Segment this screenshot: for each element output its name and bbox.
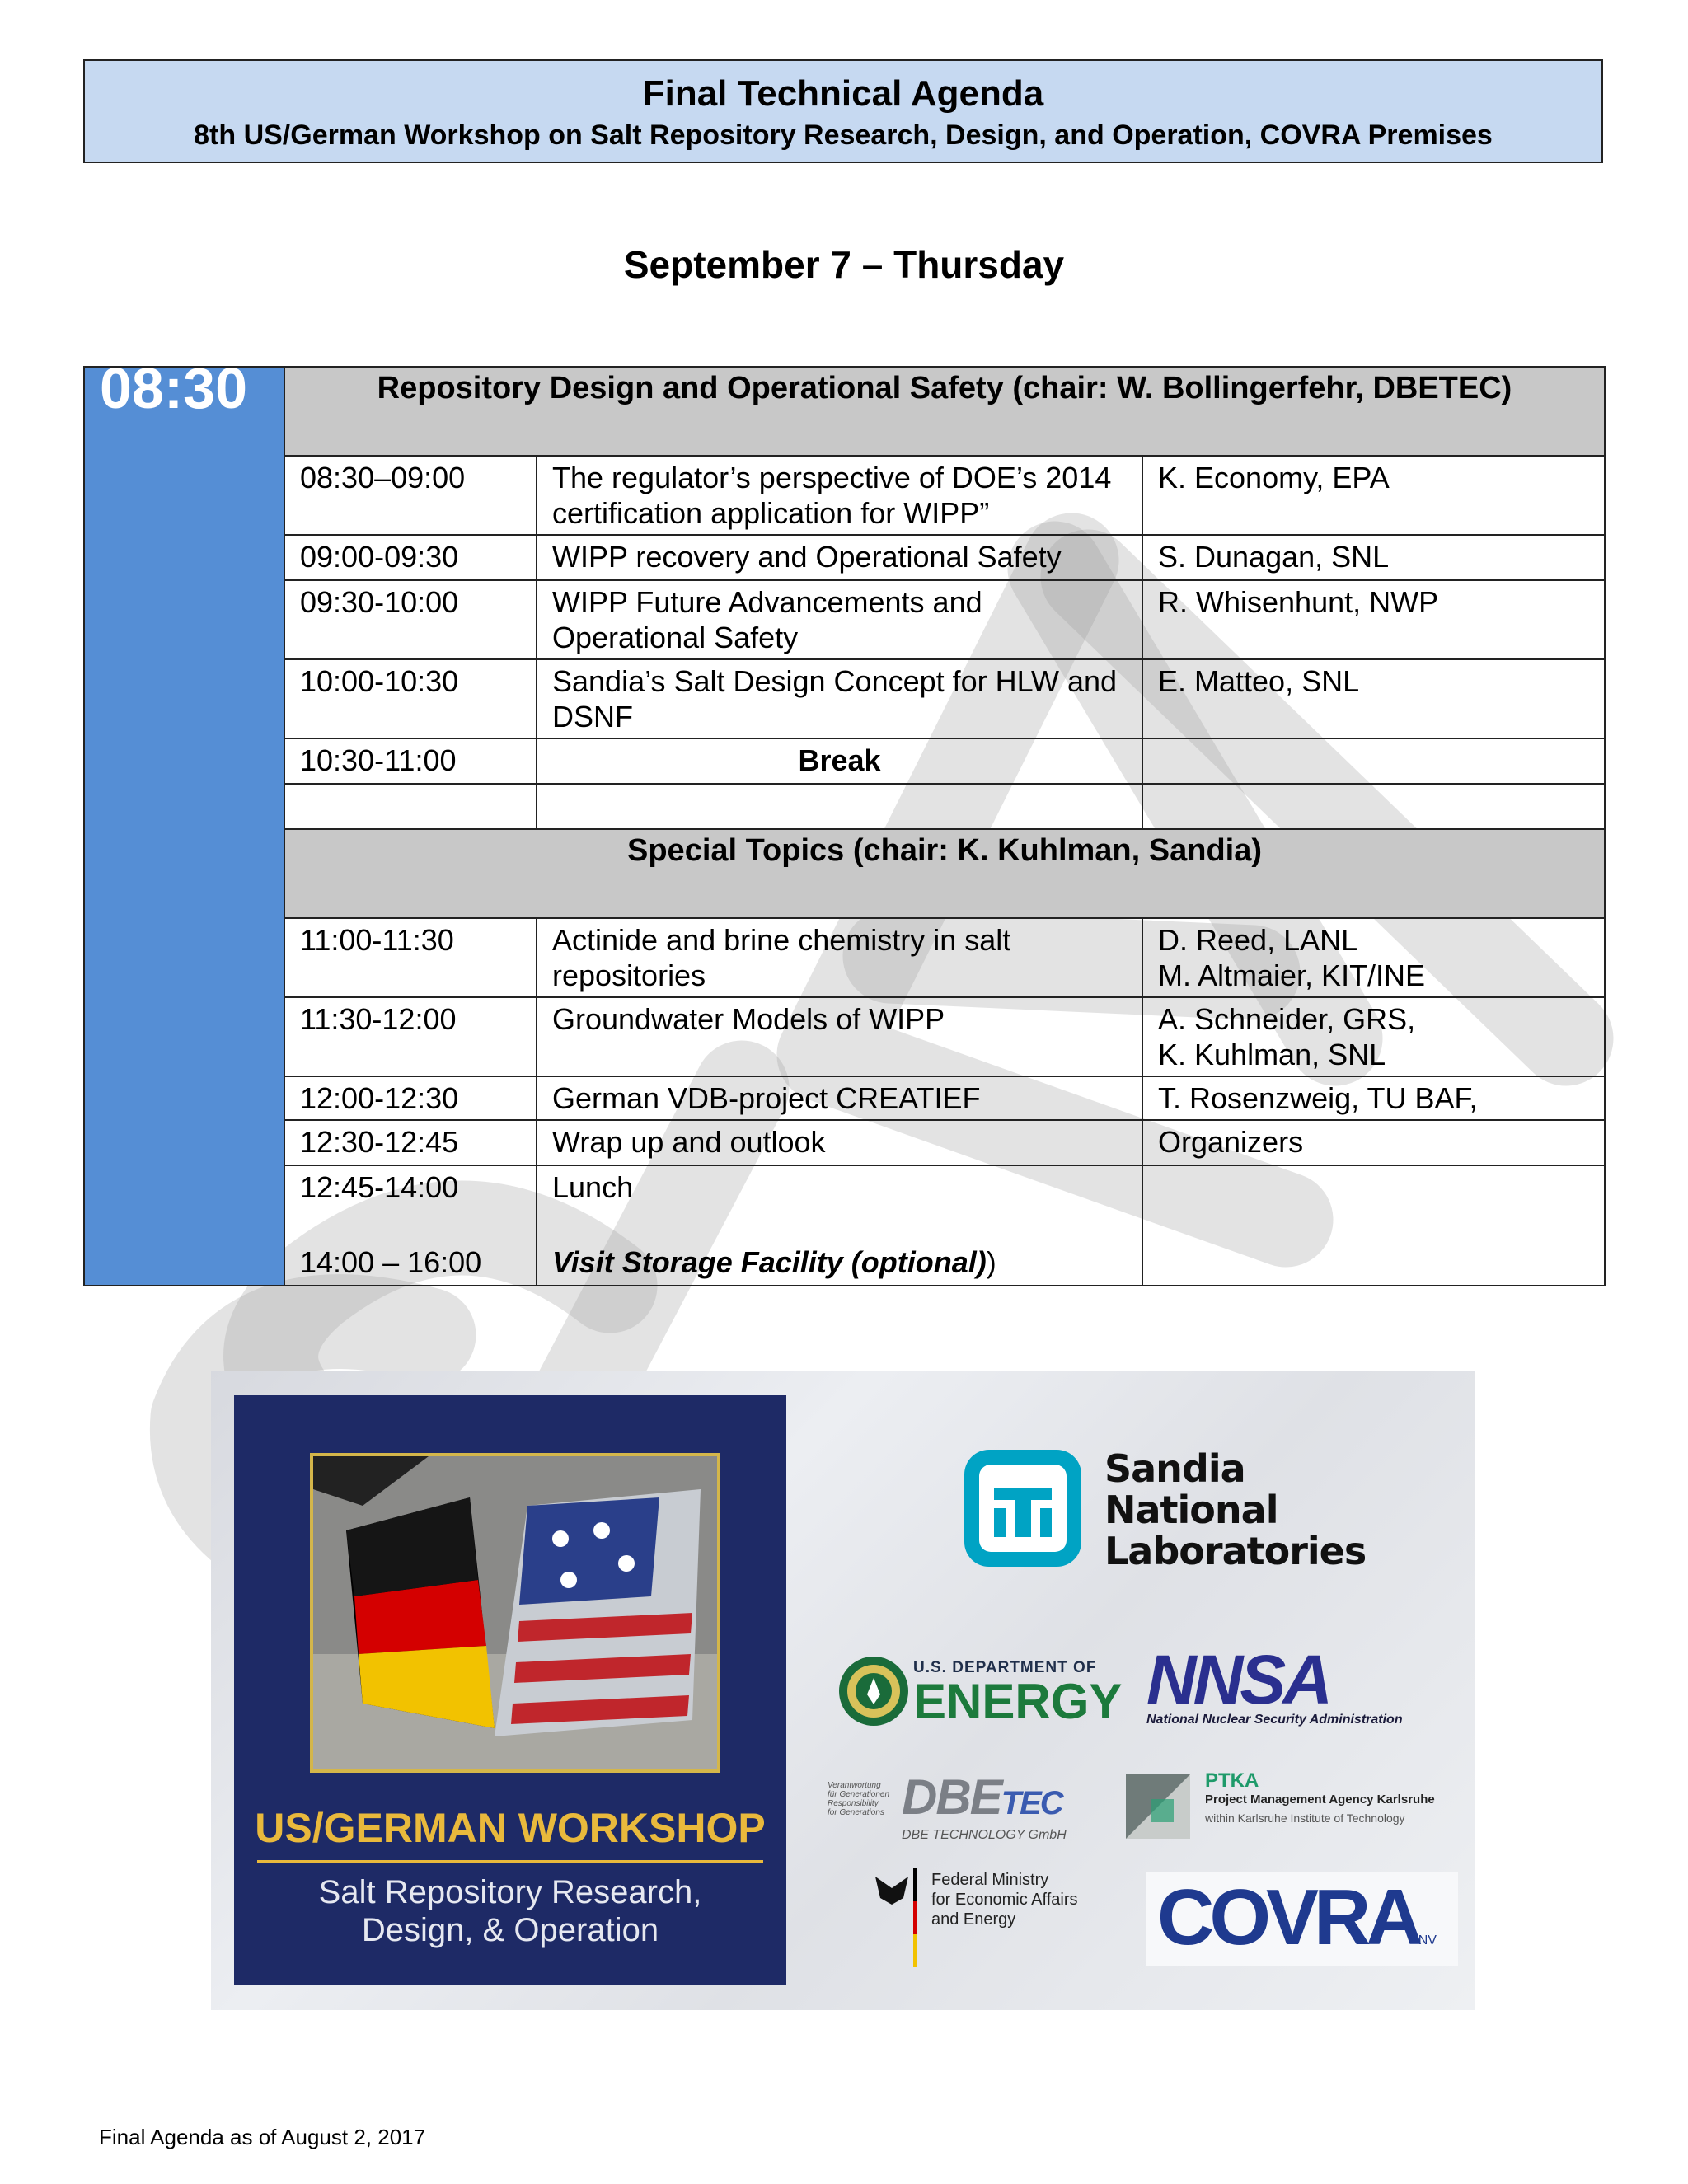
row-speaker: K. Economy, EPA — [1142, 456, 1605, 535]
visit-label — [552, 1244, 1127, 1280]
row-time: 09:30-10:00 — [284, 580, 537, 659]
flag-crystal-photo — [310, 1453, 720, 1773]
table-row — [84, 738, 1605, 784]
session-title: Special Topics (chair: K. Kuhlman, Sandia) — [284, 829, 1605, 918]
speaker-line: K. Kuhlman, SNL — [1158, 1038, 1386, 1071]
eagle-flag-icon — [867, 1868, 917, 1967]
workshop-sub-line-1: Salt Repository Research, — [318, 1874, 702, 1910]
doe-big-text: ENERGY — [913, 1674, 1123, 1729]
speaker-line: D. Reed, LANL — [1158, 923, 1358, 957]
session-title: Repository Design and Operational Safety (chair: W. Bollingerfehr, DBETEC) — [284, 367, 1605, 456]
table-row — [84, 580, 1605, 659]
ptka-big-text: PTKA — [1205, 1769, 1259, 1792]
row-topic: Wrap up and outlook — [537, 1120, 1142, 1165]
row-topic: WIPP Future Advancements and Operational Safety — [537, 580, 1142, 659]
dbe-tag-1: Verantwortung — [828, 1781, 881, 1790]
row-speaker: Organizers — [1142, 1120, 1605, 1165]
nnsa-big-text: NNSA — [1146, 1641, 1330, 1718]
row-time: 08:30–09:00 — [284, 456, 537, 535]
doe-logo — [837, 1655, 910, 1732]
workshop-subtitle-graphic — [234, 1873, 786, 1949]
tec-text: TEC — [1001, 1785, 1062, 1821]
agenda-table — [83, 356, 1606, 1286]
table-row — [84, 997, 1605, 1076]
row-time: 10:30-11:00 — [284, 738, 537, 784]
nnsa-logo — [1146, 1641, 1403, 1727]
dbe-tag-2: für Generationen — [828, 1790, 890, 1799]
flag-crystal-illustration — [313, 1456, 717, 1769]
agenda-title: Final Technical Agenda — [642, 73, 1044, 114]
day-title: September 7 – Thursday — [623, 243, 1065, 286]
covra-text: COVRA — [1157, 1873, 1418, 1961]
table-row — [84, 659, 1605, 738]
row-time: 11:30-12:00 — [284, 997, 537, 1076]
table-row — [84, 535, 1605, 580]
sandia-word-3: Laboratories — [1104, 1529, 1367, 1573]
visit-label-text: Visit Storage Facility (optional) — [552, 1245, 987, 1279]
bmwi-line-3: and Energy — [931, 1910, 1016, 1929]
sandia-wordmark — [1104, 1448, 1366, 1572]
row-topic: The regulator’s perspective of DOE’s 2014 certification application for WIPP” — [537, 456, 1142, 535]
sandia-word-1: Sandia — [1104, 1446, 1245, 1491]
visit-label-paren: ) — [986, 1245, 996, 1279]
empty-row — [84, 784, 1605, 829]
speaker-line: A. Schneider, GRS, — [1158, 1002, 1416, 1036]
row-speaker: R. Whisenhunt, NWP — [1142, 580, 1605, 659]
doe-small-text: U.S. DEPARTMENT OF — [913, 1659, 1097, 1676]
table-row — [84, 918, 1605, 997]
row-time: 12:30-12:45 — [284, 1120, 537, 1165]
dbe-tagline — [828, 1781, 889, 1817]
sandia-word-2: National — [1104, 1488, 1278, 1532]
break-label: Break — [537, 738, 1142, 784]
dbe-tag-3: Responsibility — [828, 1799, 879, 1808]
ptka-icon-box — [1126, 1774, 1190, 1843]
bmwi-line-1: Federal Ministry — [931, 1871, 1049, 1889]
row-topic: Sandia’s Salt Design Concept for HLW and DSNF — [537, 659, 1142, 738]
row-time: 10:00-10:30 — [284, 659, 537, 738]
row-time: 11:00-11:30 — [284, 918, 537, 997]
speaker-line: M. Altmaier, KIT/INE — [1158, 958, 1426, 992]
bmwi-logo — [867, 1868, 917, 1971]
row-speaker — [1142, 1165, 1605, 1286]
dbe-tag-4: for Generations — [828, 1808, 884, 1817]
workshop-subtitle: 8th US/German Workshop on Salt Repository Research, Design, and Operation, COVRA Premises — [194, 120, 1493, 151]
agenda-header — [83, 59, 1603, 163]
row-time — [284, 1165, 537, 1286]
row-time: 12:00-12:30 — [284, 1076, 537, 1120]
row-topic: WIPP recovery and Operational Safety — [537, 535, 1142, 580]
table-row — [84, 1120, 1605, 1165]
row-time: 09:00-09:30 — [284, 535, 537, 580]
lunch-label: Lunch — [552, 1170, 634, 1204]
table-row — [84, 1165, 1605, 1286]
dbetec-logo — [902, 1769, 1067, 1843]
row-speaker — [1142, 918, 1605, 997]
bmwi-wordmark — [931, 1870, 1077, 1929]
ptka-wordmark — [1205, 1769, 1435, 1825]
table-row — [84, 456, 1605, 535]
workshop-title: US/GERMAN WORKSHOP — [255, 1805, 766, 1851]
row-speaker: S. Dunagan, SNL — [1142, 535, 1605, 580]
covra-logo — [1146, 1872, 1458, 1966]
ptka-small-text: Project Management Agency Karlsruhe — [1205, 1793, 1435, 1807]
workshop-graphic — [234, 1395, 786, 1985]
doe-seal-icon — [837, 1655, 910, 1727]
row-speaker — [1142, 997, 1605, 1076]
row-topic: German VDB-project CREATIEF — [537, 1076, 1142, 1120]
covra-nv-text: NV — [1418, 1933, 1437, 1947]
row-topic: Actinide and brine chemistry in salt repositories — [537, 918, 1142, 997]
dbe-text: DBE — [902, 1769, 1001, 1825]
lunch-time: 12:45-14:00 — [300, 1170, 459, 1204]
nnsa-small-text: National Nuclear Security Administration — [1146, 1713, 1403, 1727]
workshop-sub-line-2: Design, & Operation — [361, 1912, 659, 1948]
ptka-icon — [1126, 1774, 1190, 1839]
sandia-logo — [961, 1446, 1085, 1574]
visit-time: 14:00 – 16:00 — [300, 1245, 482, 1279]
workshop-divider — [257, 1860, 763, 1863]
row-speaker: E. Matteo, SNL — [1142, 659, 1605, 738]
sponsor-banner — [211, 1371, 1475, 2010]
row-speaker — [1142, 738, 1605, 784]
row-topic: Groundwater Models of WIPP — [537, 997, 1142, 1076]
table-row — [84, 1076, 1605, 1120]
ptka-tiny-text: within Karlsruhe Institute of Technology — [1205, 1811, 1405, 1825]
footer-note: Final Agenda as of August 2, 2017 — [99, 2125, 426, 2149]
row-topic — [537, 1165, 1142, 1286]
doe-wordmark — [913, 1659, 1122, 1727]
thunderbird-icon — [961, 1446, 1085, 1570]
row-speaker: T. Rosenzweig, TU BAF, — [1142, 1076, 1605, 1120]
bmwi-line-2: for Economic Affairs — [931, 1891, 1078, 1909]
dbe-company-text: DBE TECHNOLOGY GmbH — [902, 1828, 1067, 1842]
session-start-time: 08:30 — [84, 367, 284, 1286]
